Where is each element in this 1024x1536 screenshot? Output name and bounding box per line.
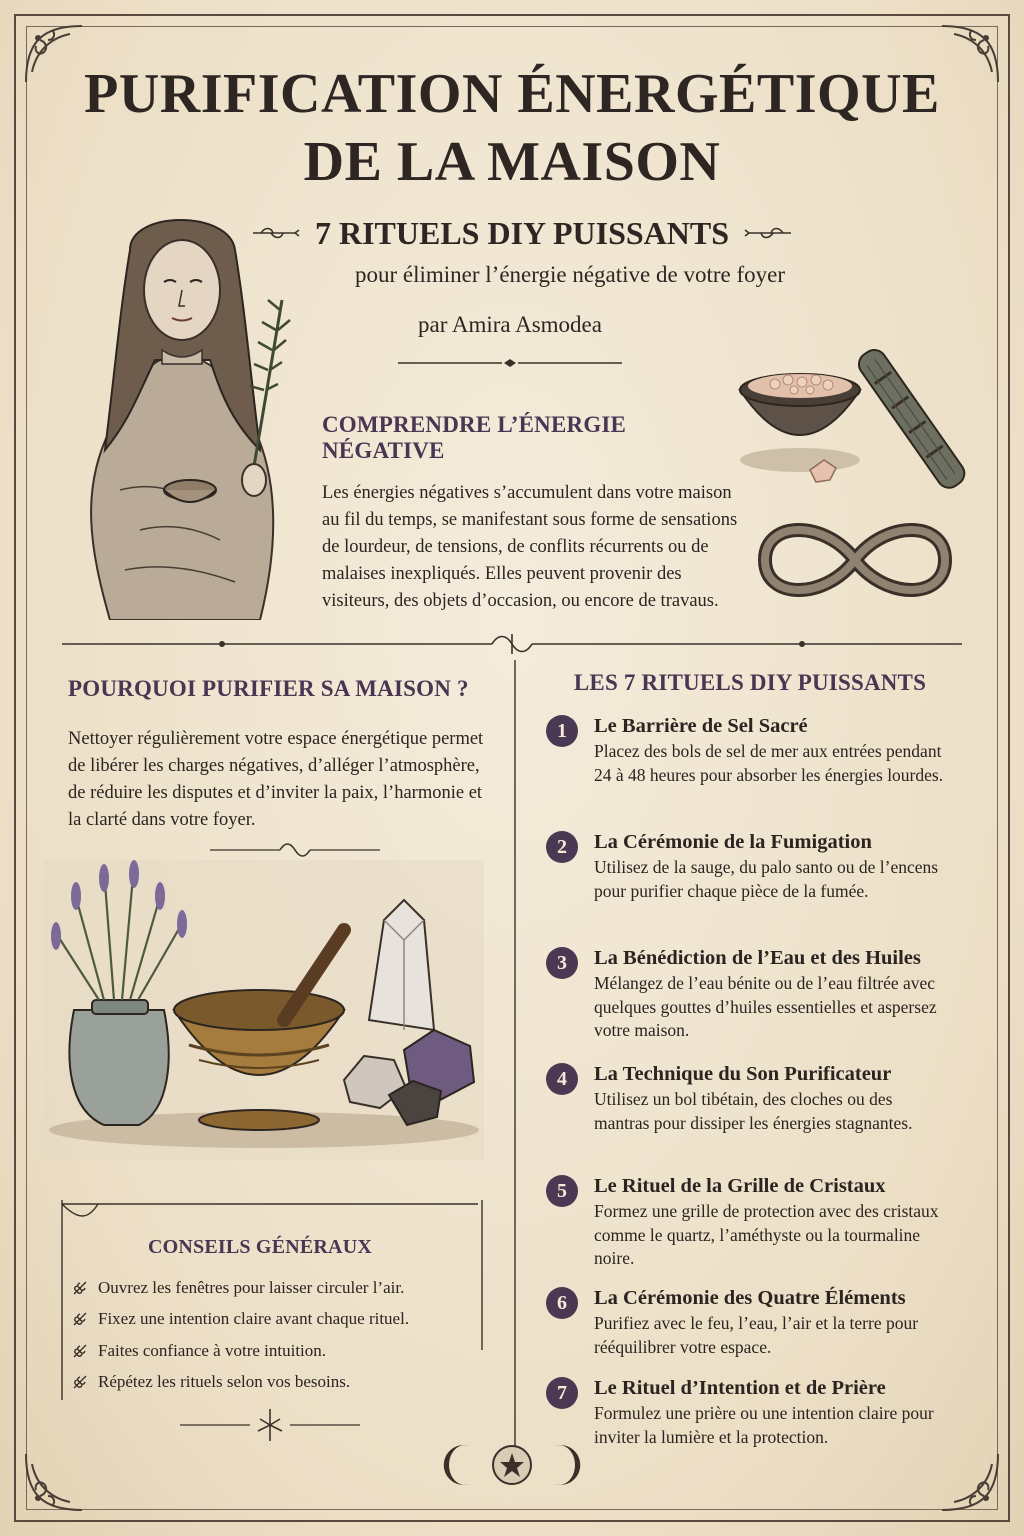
ritual-number-badge: 4 bbox=[546, 1063, 578, 1095]
rituals-heading: LES 7 RITUELS DIY PUISSANTS bbox=[573, 670, 927, 695]
ritual-number-badge: 7 bbox=[546, 1377, 578, 1409]
woman-illustration-icon bbox=[50, 190, 312, 620]
understand-text: Les énergies négatives s’accumulent dans votre maison au fil du temps, se manifestant sous forme de sensations de lourdeur, de tensions, de conflits récurrents ou de malaises inexpliqués. Elles peuvent provenir des visiteurs, des objets d’occasion, ou encore de travaus. bbox=[322, 483, 738, 611]
herb-leaf-icon bbox=[72, 1343, 88, 1359]
ritual-text: Utilisez de la sauge, du palo santo ou de l’encens pour purifier chaque pièce de la fumée. bbox=[594, 857, 939, 901]
ritual-text: Formez une grille de protection avec des cristaux comme le quartz, l’améthyste ou la tourmaline noire. bbox=[594, 1201, 939, 1268]
ritual-title: Le Barrière de Sel Sacré bbox=[594, 715, 808, 737]
list-item bbox=[72, 1272, 472, 1304]
moon-phases-icon bbox=[440, 1440, 584, 1490]
subtitle: 7 RITUELS DIY PUISSANTS bbox=[314, 214, 730, 251]
ritual-number-badge: 3 bbox=[546, 947, 578, 979]
column-divider-icon bbox=[509, 660, 521, 1460]
ritual-title: Le Rituel d’Intention et de Prière bbox=[594, 1377, 886, 1399]
herb-leaf-icon bbox=[72, 1374, 88, 1390]
ritual-text: Formulez une prière ou une intention claire pour inviter la lumière et la protection. bbox=[594, 1403, 934, 1447]
ritual-text: Mélangez de l’eau bénite ou de l’eau filtrée avec quelques gouttes d’huiles essentielles et aspersez votre maison. bbox=[594, 973, 937, 1040]
ritual-title: Le Rituel de la Grille de Cristaux bbox=[594, 1175, 886, 1197]
corner-flourish-icon bbox=[932, 1444, 1002, 1514]
list-item bbox=[72, 1304, 472, 1336]
tip-text: Répétez les rituels selon vos besoins. bbox=[98, 1372, 351, 1392]
tip-text: Faites confiance à votre intuition. bbox=[98, 1340, 327, 1360]
flourish-divider-icon bbox=[210, 840, 380, 860]
page-title-line2: DE LA MAISON bbox=[303, 131, 721, 193]
ritual-item bbox=[546, 1284, 946, 1374]
author-byline: par Amira Asmodea bbox=[418, 312, 602, 337]
ritual-number-badge: 1 bbox=[546, 715, 578, 747]
tips-heading: CONSEILS GÉNÉRAUX bbox=[147, 1236, 372, 1258]
section-divider-icon bbox=[62, 632, 962, 656]
tips-list bbox=[72, 1272, 472, 1398]
rituals-list bbox=[546, 712, 946, 1454]
tip-text: Ouvrez les fenêtres pour laisser circuler l’air. bbox=[98, 1277, 405, 1297]
tip-text: Fixez une intention claire avant chaque rituel. bbox=[98, 1309, 410, 1329]
ritual-text: Placez des bols de sel de mer aux entrées pendant 24 à 48 heures pour absorber les énergies lourdes. bbox=[594, 741, 944, 785]
ritual-text: Purifiez avec le feu, l’eau, l’air et la terre pour rééquilibrer votre espace. bbox=[594, 1313, 919, 1357]
why-section bbox=[68, 676, 488, 834]
ritual-text: Utilisez un bol tibétain, des cloches ou des mantras pour dissiper les énergies stagnantes. bbox=[594, 1089, 913, 1133]
ritual-title: La Technique du Son Purificateur bbox=[594, 1063, 892, 1085]
sprig-right-icon bbox=[743, 223, 793, 243]
ritual-number-badge: 6 bbox=[546, 1287, 578, 1319]
understand-section bbox=[322, 412, 742, 615]
salt-bowl-sage-illustration-icon bbox=[730, 330, 970, 510]
why-heading: POURQUOI PURIFIER SA MAISON ? bbox=[68, 676, 469, 701]
ritual-item bbox=[546, 944, 946, 1060]
ritual-number-badge: 5 bbox=[546, 1175, 578, 1207]
why-text: Nettoyer régulièrement votre espace énergétique permet de libérer les charges négatives, d’alléger l’atmosphère, de réduire les disputes et d’inviter la paix, l’harmonie et la clarté dans votre foyer. bbox=[68, 729, 484, 830]
tagline: pour éliminer l’énergie négative de votre foyer bbox=[354, 262, 785, 287]
tips-box bbox=[58, 1200, 488, 1405]
herb-leaf-icon bbox=[72, 1280, 88, 1296]
ritual-item bbox=[546, 1060, 946, 1172]
understand-heading: COMPRENDRE L’ÉNERGIE NÉGATIVE bbox=[322, 412, 627, 463]
page-title-line1: PURIFICATION ÉNERGÉTIQUE bbox=[84, 63, 940, 125]
ritual-item bbox=[546, 1172, 946, 1284]
ritual-item bbox=[546, 712, 946, 828]
ritual-title: La Cérémonie de la Fumigation bbox=[594, 831, 872, 853]
ritual-title: La Cérémonie des Quatre Éléments bbox=[594, 1287, 906, 1309]
ritual-item bbox=[546, 828, 946, 944]
list-item bbox=[72, 1367, 472, 1399]
corner-flourish-icon bbox=[22, 1444, 92, 1514]
list-item bbox=[72, 1335, 472, 1367]
subtitle-row bbox=[240, 210, 804, 256]
infinity-knot-illustration-icon bbox=[750, 510, 960, 610]
herb-leaf-icon bbox=[72, 1311, 88, 1327]
ritual-title: La Bénédiction de l’Eau et des Huiles bbox=[594, 947, 921, 969]
ritual-number-badge: 2 bbox=[546, 831, 578, 863]
lavender-singing-bowl-crystals-illustration-icon bbox=[44, 860, 484, 1160]
floral-ornament-icon bbox=[180, 1405, 360, 1445]
author-divider-icon bbox=[398, 358, 622, 368]
ritual-item bbox=[546, 1374, 946, 1454]
